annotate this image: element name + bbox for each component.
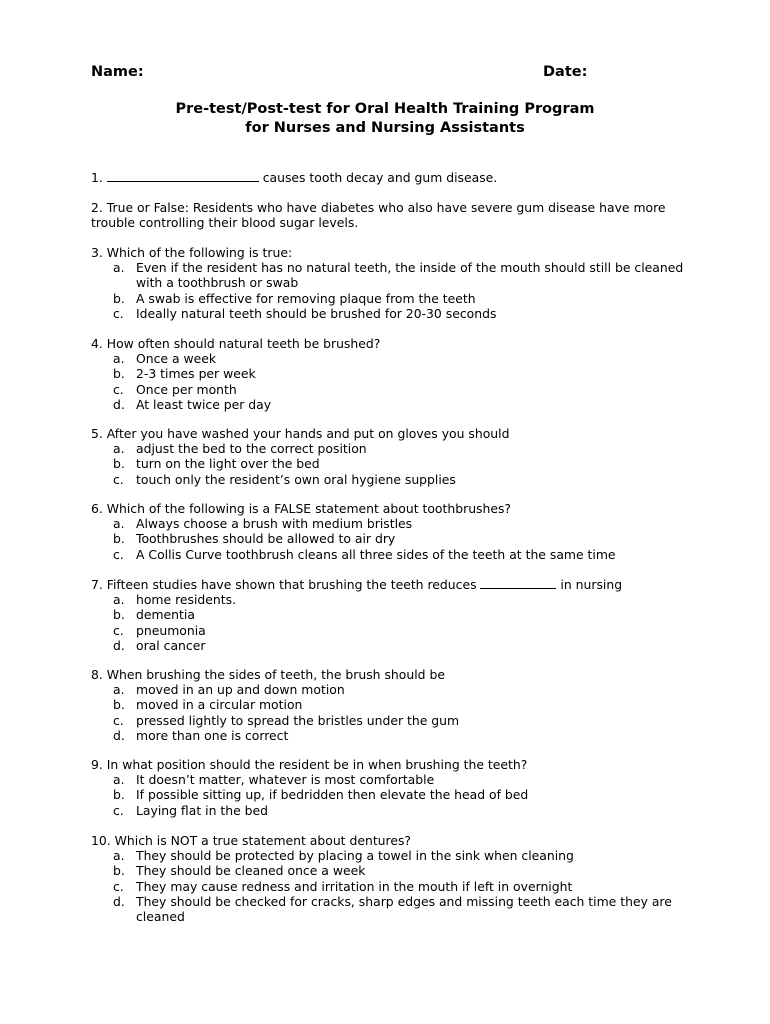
question-text: 9. In what position should the resident be in when brushing the teeth? [91, 757, 528, 772]
answer-blank[interactable] [480, 577, 556, 589]
option-letter: a. [113, 351, 125, 367]
option-b[interactable] [91, 456, 691, 471]
question-prefix: 1. [91, 170, 107, 185]
question-6 [91, 501, 691, 562]
option-b[interactable] [91, 531, 691, 546]
option-text: They should be checked for cracks, sharp edges and missing teeth each time they are cleaned [136, 893, 672, 925]
option-letter: a. [113, 848, 125, 864]
option-letter: a. [113, 516, 125, 532]
question-4 [91, 336, 691, 412]
option-letter: b. [113, 456, 125, 472]
option-b[interactable] [91, 291, 691, 306]
question-text [91, 577, 691, 592]
question-text: 2. True or False: Residents who have diabetes who also have severe gum disease have more trouble controlling their blood sugar levels. [91, 200, 666, 231]
page-title [0, 100, 770, 138]
question-text: 6. Which of the following is a FALSE statement about toothbrushes? [91, 501, 512, 516]
option-text: touch only the resident’s own oral hygiene supplies [136, 471, 456, 487]
question-prefix: 7. Fifteen studies have shown that brushing the teeth reduces [91, 577, 481, 592]
option-text: Toothbrushes should be allowed to air dry [136, 531, 396, 547]
date-label: Date: [543, 64, 588, 80]
options-list [91, 848, 691, 924]
answer-blank[interactable] [107, 170, 259, 182]
question-2 [91, 200, 691, 230]
option-letter: b. [113, 366, 125, 382]
question-5 [91, 426, 691, 487]
options-list [91, 441, 691, 487]
option-d[interactable] [91, 894, 691, 924]
option-a[interactable] [91, 682, 691, 697]
name-label: Name: [91, 64, 144, 80]
option-text: pneumonia [136, 622, 206, 638]
option-letter: c. [113, 802, 124, 818]
option-b[interactable] [91, 863, 691, 878]
option-c[interactable] [91, 306, 691, 321]
option-text: 2-3 times per week [136, 366, 256, 382]
option-c[interactable] [91, 879, 691, 894]
option-text: dementia [136, 607, 195, 623]
option-b[interactable] [91, 787, 691, 802]
option-letter: a. [113, 260, 125, 276]
question-10 [91, 833, 691, 924]
option-a[interactable] [91, 260, 691, 290]
option-text: adjust the bed to the correct position [136, 441, 367, 457]
option-letter: a. [113, 682, 125, 698]
option-letter: b. [113, 531, 125, 547]
question-3 [91, 245, 691, 321]
option-letter: c. [113, 878, 124, 894]
option-b[interactable] [91, 366, 691, 381]
option-text: Laying flat in the bed [136, 802, 268, 818]
question-suffix: causes tooth decay and gum disease. [258, 170, 498, 185]
options-list [91, 351, 691, 412]
option-d[interactable] [91, 638, 691, 653]
option-letter: d. [113, 727, 125, 743]
option-letter: c. [113, 471, 124, 487]
option-text: moved in a circular motion [136, 697, 303, 713]
question-7 [91, 577, 691, 653]
option-text: more than one is correct [136, 727, 289, 743]
option-a[interactable] [91, 516, 691, 531]
title-line-1: Pre-test/Post-test for Oral Health Training Program [175, 101, 595, 117]
option-text: Ideally natural teeth should be brushed for 20-30 seconds [136, 305, 497, 321]
option-letter: a. [113, 441, 125, 457]
title-line-2: for Nurses and Nursing Assistants [245, 120, 525, 136]
option-text: Always choose a brush with medium bristles [136, 516, 413, 532]
option-letter: a. [113, 592, 125, 608]
question-text: 8. When brushing the sides of teeth, the brush should be [91, 667, 445, 682]
option-c[interactable] [91, 713, 691, 728]
option-text: They should be cleaned once a week [136, 863, 366, 879]
header [91, 64, 590, 80]
option-b[interactable] [91, 607, 691, 622]
option-letter: c. [113, 546, 124, 562]
option-text: At least twice per day [136, 396, 272, 412]
option-c[interactable] [91, 382, 691, 397]
option-text: If possible sitting up, if bedridden then elevate the head of bed [136, 787, 529, 803]
option-text: home residents. [136, 592, 237, 608]
question-8 [91, 667, 691, 743]
question-text: 4. How often should natural teeth be brushed? [91, 336, 381, 351]
option-text: moved in an up and down motion [136, 682, 345, 698]
options-list [91, 260, 691, 321]
option-letter: a. [113, 772, 125, 788]
option-c[interactable] [91, 623, 691, 638]
option-letter: c. [113, 381, 124, 397]
option-letter: b. [113, 697, 125, 713]
question-1 [91, 170, 691, 185]
option-c[interactable] [91, 547, 691, 562]
option-text: Once per month [136, 381, 237, 397]
option-letter: c. [113, 712, 124, 728]
options-list [91, 682, 691, 743]
option-d[interactable] [91, 728, 691, 743]
option-d[interactable] [91, 397, 691, 412]
options-list [91, 592, 691, 653]
option-text: turn on the light over the bed [136, 456, 320, 472]
option-b[interactable] [91, 697, 691, 712]
option-letter: d. [113, 637, 125, 653]
option-letter: c. [113, 622, 124, 638]
option-text: It doesn’t matter, whatever is most comfortable [136, 772, 435, 788]
option-text: oral cancer [136, 637, 206, 653]
option-text: pressed lightly to spread the bristles under the gum [136, 712, 460, 728]
option-text: A swab is effective for removing plaque from the teeth [136, 290, 476, 306]
option-letter: c. [113, 305, 124, 321]
option-c[interactable] [91, 803, 691, 818]
option-text: They may cause redness and irritation in the mouth if left in overnight [136, 878, 573, 894]
option-text: Once a week [136, 351, 217, 367]
option-a[interactable] [91, 351, 691, 366]
option-a[interactable] [91, 848, 691, 863]
option-text: They should be protected by placing a towel in the sink when cleaning [136, 848, 574, 864]
option-a[interactable] [91, 592, 691, 607]
option-letter: d. [113, 893, 125, 909]
option-a[interactable] [91, 441, 691, 456]
question-text: 3. Which of the following is true: [91, 245, 293, 260]
option-letter: b. [113, 863, 125, 879]
question-text: 5. After you have washed your hands and put on gloves you should [91, 426, 510, 441]
option-text: A Collis Curve toothbrush cleans all three sides of the teeth at the same time [136, 546, 616, 562]
question-text: 10. Which is NOT a true statement about dentures? [91, 833, 412, 848]
option-letter: b. [113, 290, 125, 306]
options-list [91, 516, 691, 562]
option-c[interactable] [91, 472, 691, 487]
question-suffix: in nursing [556, 577, 623, 592]
option-text: Even if the resident has no natural teeth, the inside of the mouth should still be cleaned with a toothbrush or swab [136, 260, 684, 291]
option-letter: b. [113, 787, 125, 803]
option-a[interactable] [91, 772, 691, 787]
option-letter: b. [113, 607, 125, 623]
question-text [91, 170, 691, 185]
options-list [91, 772, 691, 818]
question-9 [91, 757, 691, 818]
option-letter: d. [113, 396, 125, 412]
